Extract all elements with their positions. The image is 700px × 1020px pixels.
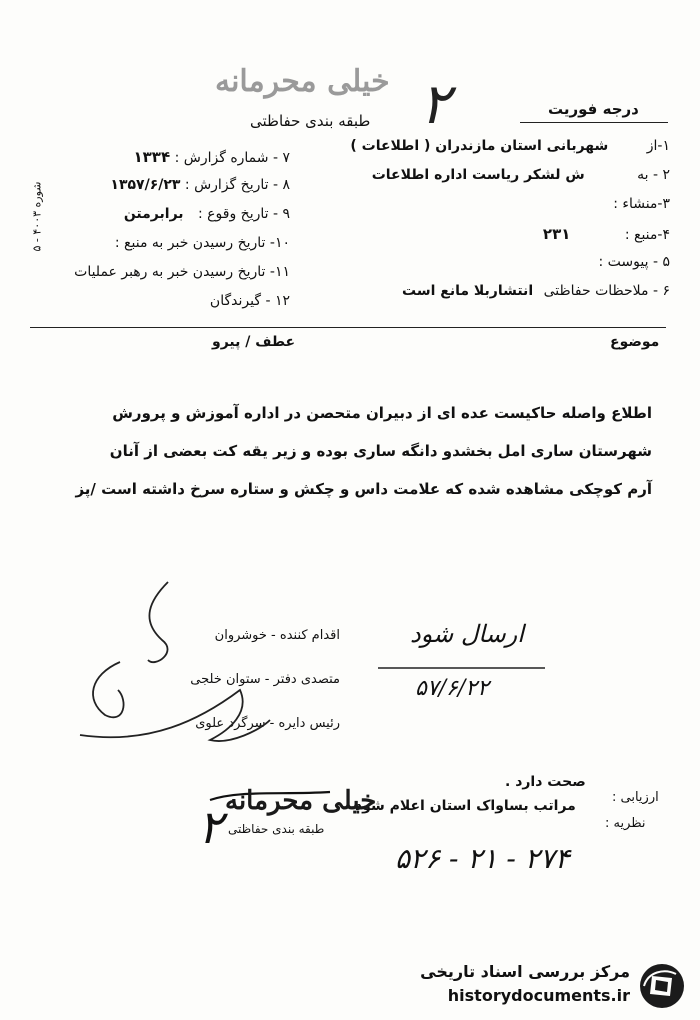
file-number: ۵۲۶ - ۲۱ - ۲۷۴ [395,842,570,875]
body-line: اطلاع واصله حاکیست عده ای از دبیران متحصن در اداره آموزش و پرورش [112,404,652,422]
bottom-classification-stamp: خیلی محرمانه [225,786,377,816]
top-classification-stamp: خیلی محرمانه [215,64,390,99]
footer-website: historydocuments.ir [447,986,630,1005]
field-source: ۴-منبع : ۲۳۱ [542,225,670,243]
evaluation-label: ارزیابی : [612,790,659,805]
bottom-handwritten-number: ۲ [198,800,223,854]
field-attachment: ۵ - پیوست : [598,254,670,270]
signatory-action-officer: اقدام کننده - خوشروان [214,628,340,643]
footer-watermark [415,958,690,1014]
signatory-department-head: رئیس دایره - سرگرد علوی [195,716,340,731]
priority-label: درجه فوریت [548,100,639,118]
opinion-value: مراتب بساواک استان اعلام شود [355,798,576,814]
archive-logo-icon [638,962,686,1010]
handwritten-date: ۵۷/۶/۲۲ [415,676,489,701]
evaluation-value: صحت دارد . [505,774,586,790]
footer-org-name: مرکز بررسی اسناد تاریخی [420,962,630,981]
field-origin: ۳-منشاء : [613,196,670,212]
margin-note: شوره ۴۰۰۳ - ۵ [30,181,44,252]
handwritten-note: ارسال شود [410,620,524,648]
opinion-label: نظریه : [605,816,646,831]
field-from: ۱-از شهربانی استان مازندران ( اطلاعات ) [350,138,670,154]
field-security-notes: ۶ - ملاحظات حفاظتی انتشاربلا مانع است [402,283,670,299]
field-news-to-source: ۱۰- تاریخ رسیدن خبر به منبع : [114,235,290,251]
field-event-date: ۹ - تاریخ وقوع : برابرمتن [123,206,290,222]
body-line: آرم کوچکی مشاهده شده که علامت داس و چکش و ستاره سرخ داشته است /پز [75,480,652,498]
field-to: ۲ - به ش لشکر ریاست اداره اطلاعات [371,167,670,183]
field-report-number: ۷ - شماره گزارش : ۱۳۳۴ [133,148,290,166]
classification-label: طبقه بندی حفاظتی [250,112,371,130]
reference-label: عطف / پیرو [212,334,296,350]
body-line: شهرستان ساری امل بخشدو دانگه ساری بوده و زیر یقه کت بعضی از آنان [109,442,652,460]
signatory-office-clerk: متصدی دفتر - ستوان خلجی [190,672,340,687]
corner-handwritten-number: ۲ [420,72,451,137]
field-recipients: ۱۲ - گیرندگان [209,293,290,309]
field-news-to-leader: ۱۱- تاریخ رسیدن خبر به رهبر عملیات [74,264,290,280]
field-report-date: ۸ - تاریخ گزارش : ۱۳۵۷/۶/۲۳ [110,177,290,193]
subject-label: موضوع [610,334,660,350]
bottom-classification-label: طبقه بندی حفاظتی [228,822,325,836]
